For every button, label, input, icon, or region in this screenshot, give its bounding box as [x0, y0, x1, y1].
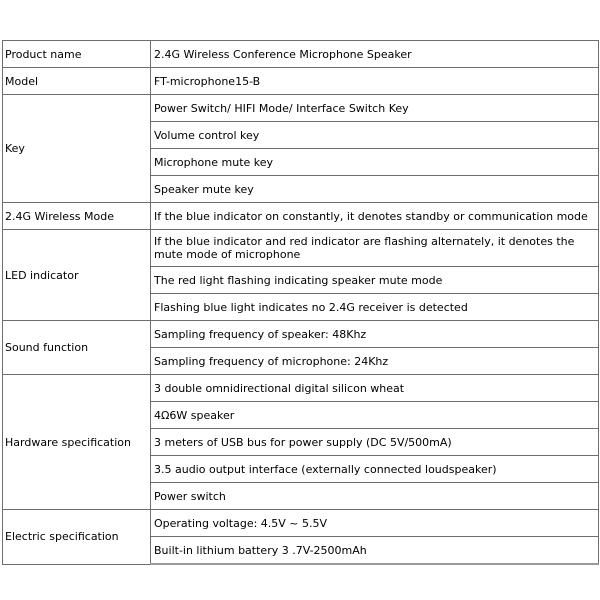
spec-row	[3, 68, 599, 95]
spec-key-cell: 2.4G Wireless Mode	[3, 203, 151, 230]
spec-row	[3, 321, 599, 348]
spec-table-body	[3, 41, 599, 565]
spec-value-cell: Volume control key	[151, 122, 599, 149]
spec-value-cell: Speaker mute key	[151, 176, 599, 203]
spec-key-cell: Model	[3, 68, 151, 95]
spec-value-cell: If the blue indicator and red indicator are flashing alternately, it denotes the mute mode of microphone	[151, 230, 599, 267]
spec-row	[3, 41, 599, 68]
spec-value-cell: 2.4G Wireless Conference Microphone Speaker	[151, 41, 599, 68]
spec-value-cell: If the blue indicator on constantly, it denotes standby or communication mode	[151, 203, 599, 230]
spec-value-cell: Microphone mute key	[151, 149, 599, 176]
spec-row	[3, 95, 599, 122]
spec-row	[3, 230, 599, 267]
spec-value-cell: Power switch	[151, 483, 599, 510]
spec-row	[3, 203, 599, 230]
spec-value-cell: Sampling frequency of speaker: 48Khz	[151, 321, 599, 348]
spec-key-cell: LED indicator	[3, 230, 151, 321]
spec-value-cell: FT-microphone15-B	[151, 68, 599, 95]
spec-row	[3, 375, 599, 402]
spec-key-cell: Sound function	[3, 321, 151, 375]
spec-row	[3, 510, 599, 537]
spec-key-cell: Product name	[3, 41, 151, 68]
spec-value-cell: 3 double omnidirectional digital silicon wheat	[151, 375, 599, 402]
spec-value-cell: 3.5 audio output interface (externally connected loudspeaker)	[151, 456, 599, 483]
spec-table	[2, 40, 599, 565]
spec-value-cell: Operating voltage: 4.5V ~ 5.5V	[151, 510, 599, 537]
spec-value-cell: Power Switch/ HIFI Mode/ Interface Switch Key	[151, 95, 599, 122]
spec-key-cell: Hardware specification	[3, 375, 151, 510]
spec-key-cell: Key	[3, 95, 151, 203]
spec-value-cell: 3 meters of USB bus for power supply (DC 5V/500mA)	[151, 429, 599, 456]
spec-value-cell: Sampling frequency of microphone: 24Khz	[151, 348, 599, 375]
spec-key-cell: Electric specification	[3, 510, 151, 565]
spec-value-cell: The red light flashing indicating speaker mute mode	[151, 267, 599, 294]
spec-value-cell: Flashing blue light indicates no 2.4G receiver is detected	[151, 294, 599, 321]
spec-value-cell: Built-in lithium battery 3 .7V-2500mAh	[151, 537, 599, 565]
spec-value-cell: 4Ω6W speaker	[151, 402, 599, 429]
